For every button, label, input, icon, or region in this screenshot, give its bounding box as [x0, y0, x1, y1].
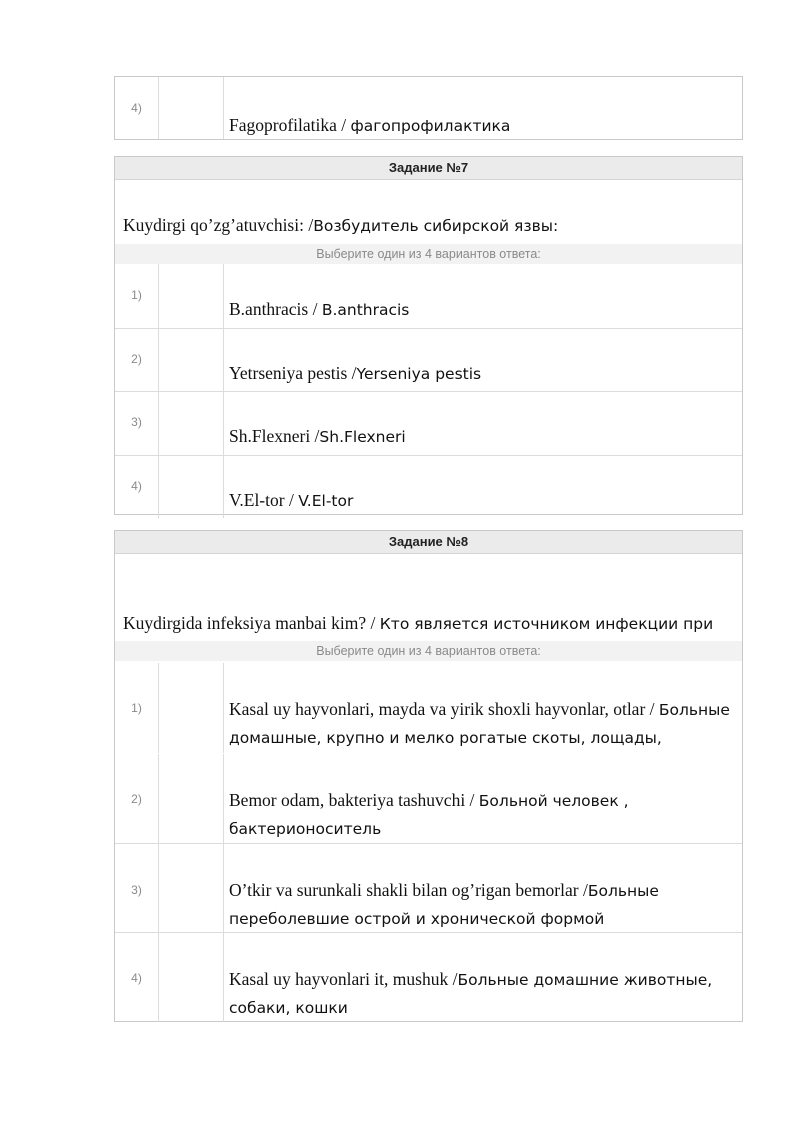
answer-row[interactable] [115, 932, 742, 1022]
answer-text-lat: V.El-tor / [229, 490, 299, 510]
answer-row[interactable] [115, 663, 742, 753]
answer-text-ru: фагопрофилактика [350, 117, 511, 135]
answer-text [229, 787, 734, 843]
answer-select-cell[interactable] [158, 329, 224, 391]
answer-select-cell[interactable] [158, 77, 224, 139]
answer-list [115, 264, 742, 518]
answer-text-ru: V.El-tor [298, 492, 354, 510]
previous-task-tail [114, 76, 743, 140]
answer-row[interactable] [115, 455, 742, 518]
answer-text [229, 696, 734, 752]
answer-text [229, 360, 734, 388]
answer-row[interactable] [115, 328, 742, 391]
answer-text-lat: Yetrseniya pestis / [229, 363, 357, 383]
answer-text-ru: Больные домашние животные, собаки, кошки [229, 971, 713, 1017]
answer-select-cell[interactable] [158, 392, 224, 455]
answer-text-ru: Больные домашные, крупно и мелко рогатые скоты, лощады, [229, 701, 730, 747]
answer-row[interactable] [115, 77, 742, 139]
answer-number: 1) [131, 288, 142, 302]
answer-text [229, 966, 734, 1022]
answer-text [229, 296, 734, 324]
answer-select-cell[interactable] [158, 456, 224, 518]
answer-select-cell[interactable] [158, 933, 224, 1022]
answer-row[interactable] [115, 264, 742, 328]
answer-row[interactable] [115, 843, 742, 932]
answer-text-ru: Больной человек , бактерионоситель [229, 792, 629, 838]
answer-text [229, 877, 734, 933]
question-text [115, 180, 742, 244]
answer-text-ru: Sh.Flexneri [319, 428, 406, 446]
question-text [115, 554, 742, 633]
answer-select-cell[interactable] [158, 754, 224, 843]
question-lat: Kuydirgi qo’zg’atuvchisi: / [123, 215, 314, 235]
answer-text-lat: Kasal uy hayvonlari it, mushuk / [229, 969, 458, 989]
answer-select-cell[interactable] [158, 663, 224, 753]
answer-row[interactable] [115, 753, 742, 843]
answer-text-ru: B.anthracis [321, 301, 410, 319]
answer-number: 2) [131, 352, 142, 366]
answer-number: 1) [131, 701, 142, 715]
answer-number: 4) [131, 479, 142, 493]
answer-list [115, 663, 742, 1022]
task-header: Задание №8 [115, 531, 742, 554]
task-7 [114, 156, 743, 515]
answer-text [229, 423, 734, 451]
answer-instruction: Выберите один из 4 вариантов ответа: [115, 641, 742, 661]
answer-number: 2) [131, 792, 142, 806]
answer-text-ru: Больные переболевшие острой и хронической формой [229, 882, 659, 928]
answer-text-lat: B.anthracis / [229, 299, 322, 319]
answer-text-lat: Bemor odam, bakteriya tashuvchi / [229, 790, 479, 810]
answer-select-cell[interactable] [158, 844, 224, 932]
answer-instruction: Выберите один из 4 вариантов ответа: [115, 244, 742, 264]
answer-text-ru: Yerseniya pestis [356, 365, 482, 383]
answer-text-lat: Kasal uy hayvonlari, mayda va yirik shoxli hayvonlar, otlar / [229, 699, 659, 719]
question-ru: Возбудитель сибирской язвы: [313, 217, 559, 235]
answer-text [229, 112, 734, 140]
question-ru: Кто является источником инфекции при [379, 615, 714, 633]
task-header: Задание №7 [115, 157, 742, 180]
task-8 [114, 530, 743, 1022]
answer-text-lat: Fagoprofilatika / [229, 115, 351, 135]
answer-number: 3) [131, 883, 142, 897]
answer-text [229, 487, 734, 515]
answer-row[interactable] [115, 391, 742, 455]
answer-select-cell[interactable] [158, 264, 224, 328]
answer-text-lat: O’tkir va surunkali shakli bilan og’rigan bemorlar / [229, 880, 588, 900]
answer-text-lat: Sh.Flexneri / [229, 426, 320, 446]
question-lat: Kuydirgida infeksiya manbai kim? / [123, 613, 380, 633]
answer-number: 4) [131, 101, 142, 115]
answer-number: 4) [131, 971, 142, 985]
answer-number: 3) [131, 415, 142, 429]
